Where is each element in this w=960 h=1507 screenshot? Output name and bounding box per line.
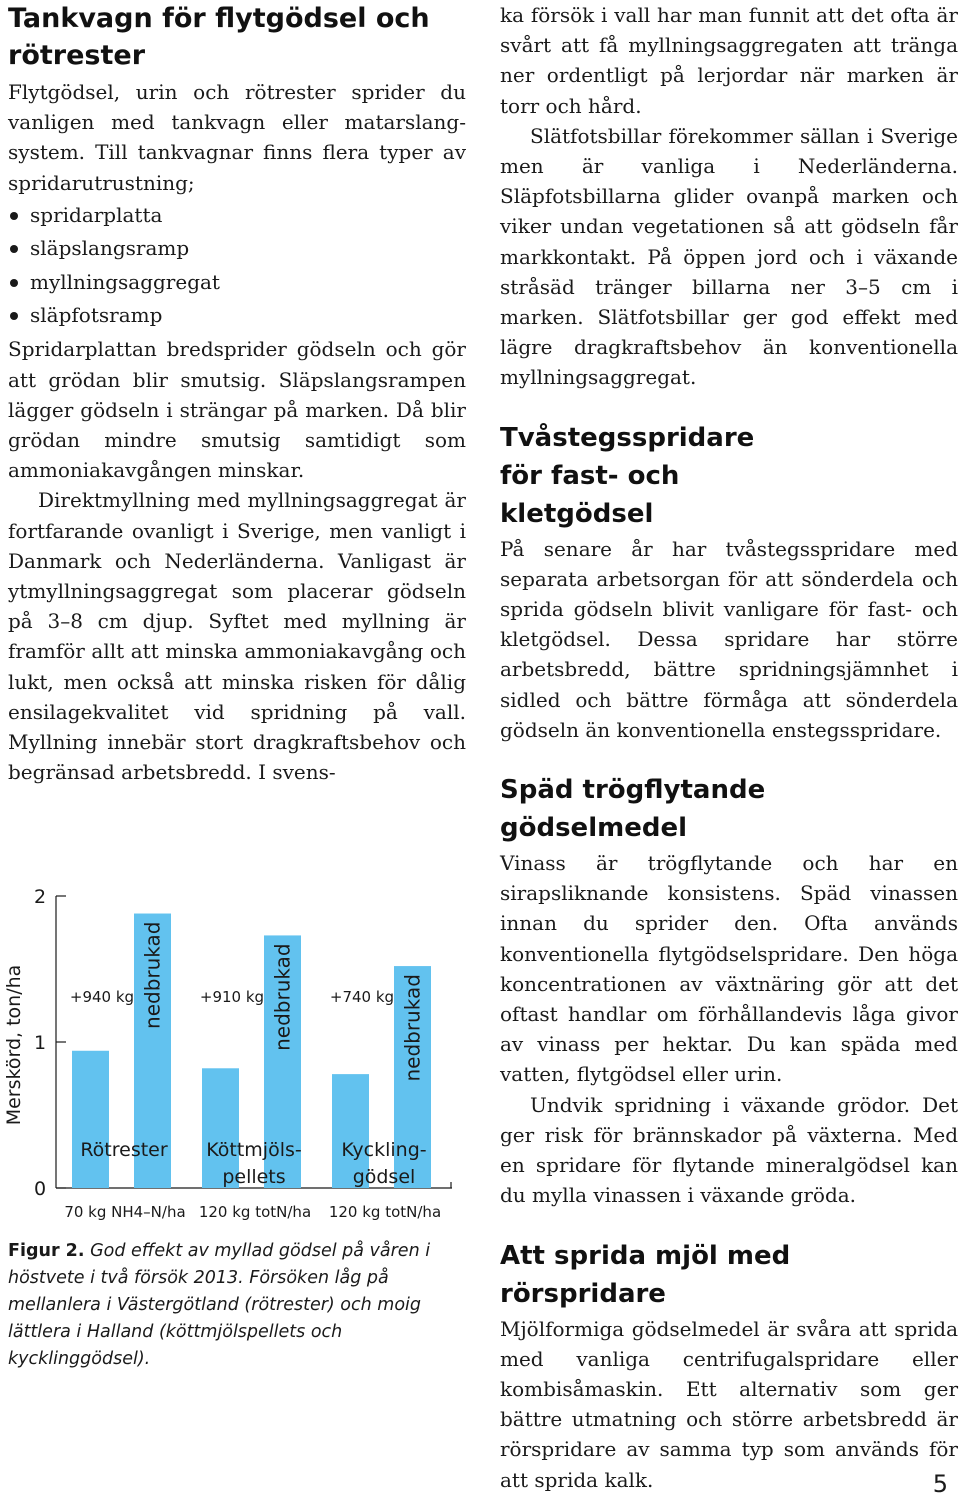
section-heading-mjol: Att sprida mjöl med rörspridare <box>500 1240 791 1309</box>
y-axis-label: Merskörd, ton/ha <box>3 964 25 1126</box>
bar-data-label: nedbrukad <box>400 974 425 1082</box>
paragraph-direktmyllning: Direktmyllning med myllningsaggregat är fortfarande ovanligt i Sverige, men vanligt i Danmark och Nederländerna. Vanligast är ytmyllningsaggregat som placerar gödseln på 3–8 cm djup. Syftet med myllning är framför allt att minska ammoniakavgång och lukt, men också att minska risken för dålig ensilagekvalitet vid spridning på vall. Myllning innebär stort dragkraftsbehov och begränsad arbetsbredd. I svens- <box>8 488 466 785</box>
bar-chart <box>0 860 470 1230</box>
paragraph-tvastegsspridare: På senare år har tvåstegsspridare med separata arbetsorgan för att sönderdela och sprida gödseln blivit vanligare för fast- och kletgödsel. Dessa spridare har större arbetsbredd, bättre spridningsjämnhet i sidled och bättre förmåga att sönderdela gödseln än konventionella enstegsspridare. <box>500 536 958 742</box>
x-category-label: 120 kg totN/ha <box>328 1203 442 1221</box>
group-label: Kyckling- <box>341 1139 427 1161</box>
figure-caption <box>8 1238 448 1373</box>
group-label: Köttmjöls- <box>206 1139 302 1161</box>
group-label: pellets <box>222 1166 286 1188</box>
y-tick-label: 1 <box>33 1032 47 1054</box>
paragraph-slatfotsbillar: Slätfotsbillar förekommer sällan i Sverige men är vanliga i Nederländerna. Släpfotsbillarna glider ovanpå marken och viker undan vegetationen så att gödseln får markkontakt. På öppen jord och i växande stråsäd tränger billarna ner 3–5 cm i marken. Slätfotsbillar ger god effekt med lägre dragkraftsbehov än konventionella myllningsaggregat. <box>500 123 958 390</box>
bar-data-label: nedbrukad <box>140 921 165 1029</box>
paragraph-continued: ka försök i vall har man funnit att det ofta är svårt att få myllningsaggregaten att tränga ner ordentligt på lerjordar när marken är torr och hård. <box>500 3 958 118</box>
bar-ytspridd <box>72 1051 109 1188</box>
gain-label: +740 kg <box>329 988 395 1006</box>
y-tick-label: 2 <box>33 886 47 908</box>
list-item: spridarplatta <box>8 199 466 232</box>
page-number: 5 <box>932 1470 948 1498</box>
right-column <box>500 0 958 1495</box>
y-tick-label: 0 <box>33 1178 47 1200</box>
group-label: Rötrester <box>80 1139 168 1161</box>
left-column <box>8 0 466 787</box>
paragraph-undvik: Undvik spridning i växande grödor. Det ger risk för brännskador på växterna. Med en spridare för flytande mineralgödsel kan du mylla vinassen i växande gröda. <box>500 1092 958 1208</box>
section-heading-tankvagn: Tankvagn för flytgödsel och rötrester <box>8 3 430 71</box>
section-heading-spad: Späd trögflytande gödselmedel <box>500 775 766 844</box>
gain-label: +940 kg <box>69 988 135 1006</box>
equipment-list <box>8 199 466 333</box>
list-item: släpslangsramp <box>8 232 466 265</box>
section-heading-tvastegsspridare: Tvåstegsspridare för fast- och kletgödsel <box>500 422 755 529</box>
gain-label: +910 kg <box>199 988 265 1006</box>
list-item: släpfotsramp <box>8 299 466 332</box>
figure-label: Figur 2. <box>8 1241 85 1261</box>
x-category-label: 70 kg NH4–N/ha <box>64 1203 186 1221</box>
bar-data-label: nedbrukad <box>270 943 295 1051</box>
figure-caption-text: God effekt av myllad gödsel på våren i höstvete i två försök 2013. Försöken låg på mellanlera i Västergötland (rötrester) och moig lättlera i Halland (köttmjölspellets och kycklinggödsel). <box>8 1241 431 1369</box>
group-label: gödsel <box>352 1166 416 1188</box>
list-item: myllningsaggregat <box>8 266 466 299</box>
paragraph-rorspridare: Mjölformiga gödselmedel är svåra att sprida med vanliga centrifugalspridare eller kombisåmaskin. Ett alternativ som ger bättre utmatning och större arbetsbredd är rörspridare av samma typ som används för att sprida kalk. <box>500 1316 958 1492</box>
intro-paragraph: Flytgödsel, urin och rötrester sprider du vanligen med tankvagn eller matarslang-system. Till tankvagnar finns flera typer av spridarutrustning; <box>8 80 466 195</box>
paragraph-vinass: Vinass är trögflytande och har en sirapsliknande konsistens. Späd vinassen innan du sprider den. Ofta används konventionella flytgödselspridare. Den höga koncentrationen av växtnäring gör att det oftast handlar om förhållandevis låga givor av vinass per hektar. Du kan späda med vatten, flytgödsel eller urin. <box>500 851 958 1087</box>
paragraph-spridarplatta: Spridarplattan bredsprider gödseln och gör att grödan blir smutsig. Släpslangsrampen lägger gödseln i strängar på marken. Då blir grödan mindre smutsig samtidigt som ammoniakavgången minskar. <box>8 337 466 483</box>
x-category-label: 120 kg totN/ha <box>198 1203 312 1221</box>
